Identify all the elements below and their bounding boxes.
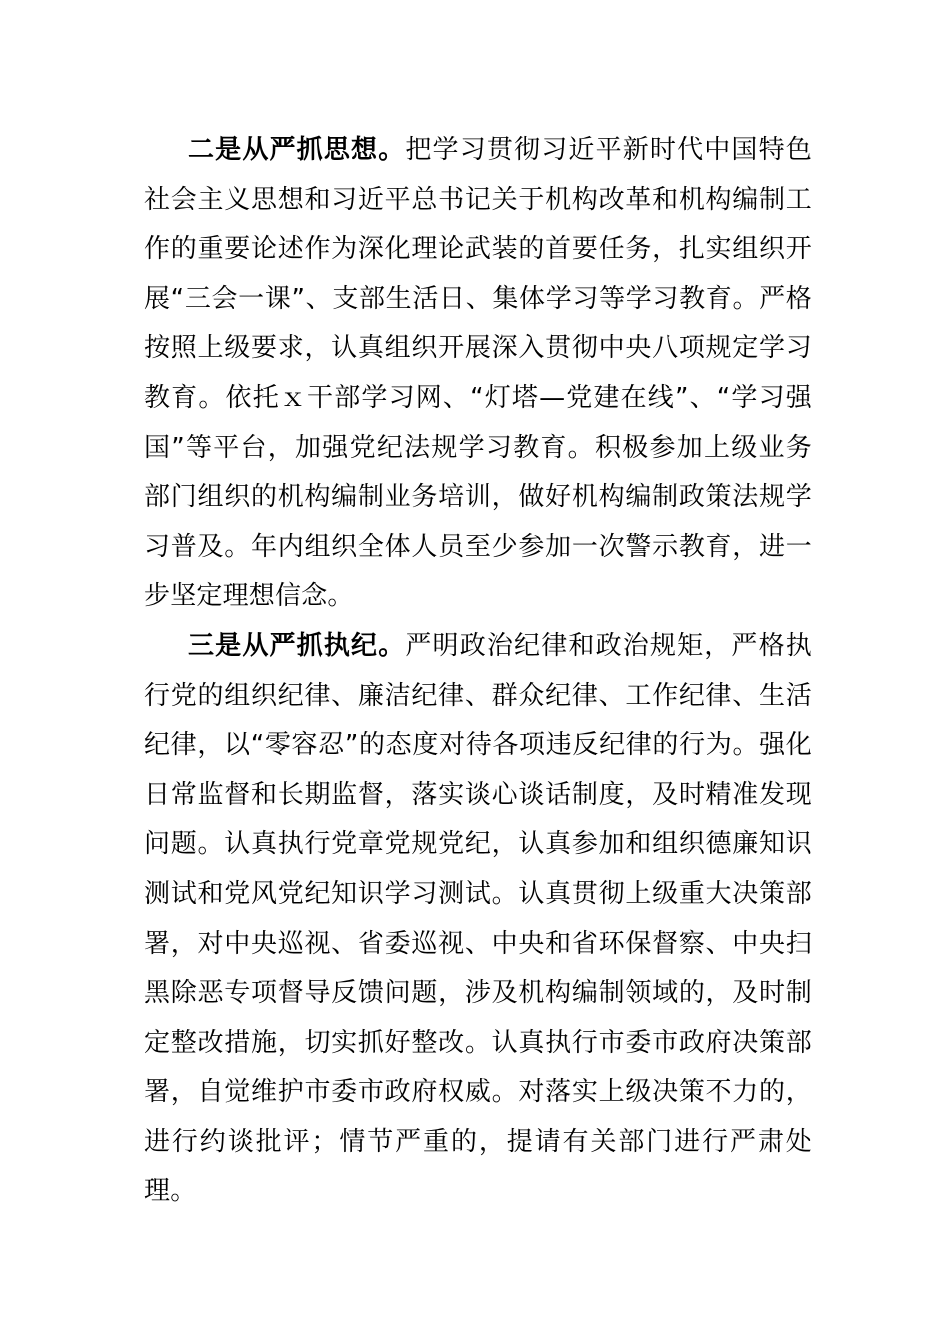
paragraph-strict-thought	[144, 126, 812, 622]
paragraph-strict-discipline	[144, 622, 812, 1217]
paragraph-heading: 二是从严抓思想。	[188, 135, 406, 165]
paragraph-text: 把学习贯彻习近平新时代中国特色社会主义思想和习近平总书记关于机构改革和机构编制工作的重要论述作为深化理论武装的首要任务，扎实组织开展“三会一课”、支部生活日、集体学习等学习教育。严格按照上级要求，认真组织开展深入贯彻中央八项规定学习教育。依托ｘ干部学习网、“灯塔—党建在线”、“学习强国”等平台，加强党纪法规学习教育。积极参加上级业务部门组织的机构编制业务培训，做好机构编制政策法规学习普及。年内组织全体人员至少参加一次警示教育，进一步坚定理想信念。	[144, 135, 812, 612]
paragraph-heading: 三是从严抓执纪。	[188, 630, 406, 661]
paragraph-text: 严明政治纪律和政治规矩，严格执行党的组织纪律、廉洁纪律、群众纪律、工作纪律、生活纪律，以“零容忍”的态度对待各项违反纪律的行为。强化日常监督和长期监督，落实谈心谈话制度，及时精准发现问题。认真执行党章党规党纪，认真参加和组织德廉知识测试和党风党纪知识学习测试。认真贯彻上级重大决策部署，对中央巡视、省委巡视、中央和省环保督察、中央扫黑除恶专项督导反馈问题，涉及机构编制领域的，及时制定整改措施，切实抓好整改。认真执行市委市政府决策部署，自觉维护市委市政府权威。对落实上级决策不力的，进行约谈批评；情节严重的，提请有关部门进行严肃处理。	[144, 630, 812, 1207]
document-body	[144, 126, 812, 1217]
